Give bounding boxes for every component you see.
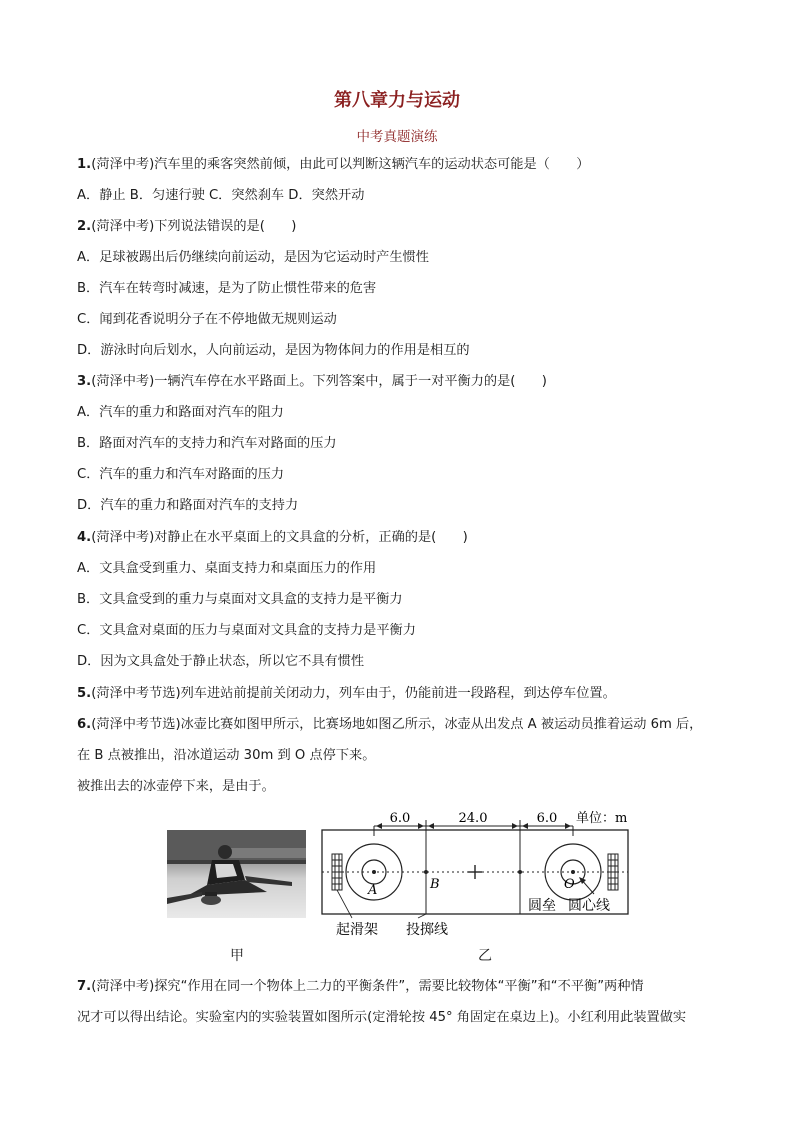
line-text: D．汽车的重力和路面对汽车的支持力 <box>77 498 299 513</box>
line-text: 被推出去的冰壶停下来，是由于。 <box>77 779 275 794</box>
question-number: 6. <box>77 717 92 732</box>
question-line <box>77 435 337 453</box>
line-text: 况才可以得出结论。实验室内的实验装置如图所示(定滑轮按 45° 角固定在桌边上)。小红利用此装置做实 <box>77 1010 687 1025</box>
question-line <box>77 591 403 609</box>
question-number: 3. <box>77 374 92 389</box>
question-line <box>77 497 298 515</box>
question-number: 2. <box>77 219 92 234</box>
question-line <box>77 747 375 765</box>
point-b-label: B <box>430 877 440 892</box>
question-line <box>77 342 470 360</box>
section-subtitle: 中考真题演练 <box>356 129 438 145</box>
dim-label-3: 6.0 <box>536 811 558 826</box>
question-line <box>77 622 416 640</box>
dim-label-1: 6.0 <box>389 811 411 826</box>
line-text: (菏泽中考)汽车里的乘客突然前倾，由此可以判断这辆汽车的运动状态可能是（ ） <box>91 157 590 172</box>
question-number: 7. <box>77 979 92 994</box>
line-text: A．汽车的重力和路面对汽车的阻力 <box>77 405 284 420</box>
unit-label: 单位：m <box>576 811 628 826</box>
question-stem <box>77 373 547 391</box>
line-text: B．汽车在转弯时减速，是为了防止惯性带来的危害 <box>77 281 377 296</box>
question-stem <box>77 716 702 734</box>
question-line <box>77 560 376 578</box>
line-text: (菏泽中考)下列说法错误的是( ) <box>91 219 297 234</box>
line-text: C．文具盒对桌面的压力与桌面对文具盒的支持力是平衡力 <box>77 623 416 638</box>
line-text: (菏泽中考)探究“作用在同一个物体上二力的平衡条件”，需要比较物体“平衡”和“不平衡”两种情 <box>91 979 644 994</box>
question-number: 4. <box>77 530 92 545</box>
question-stem <box>77 218 296 236</box>
line-text: B．文具盒受到的重力与桌面对文具盒的支持力是平衡力 <box>77 592 403 607</box>
line-text: D．因为文具盒处于静止状态，所以它不具有惯性 <box>77 654 365 669</box>
question-line <box>77 249 429 267</box>
caption-yi: 乙 <box>478 948 492 964</box>
curling-photo <box>167 830 306 918</box>
line-text: (菏泽中考节选)列车进站前提前关闭动力，列车由于，仍能前进一段路程，到达停车位置。 <box>91 686 616 701</box>
line-text: D．游泳时向后划水，人向前运动，是因为物体间力的作用是相互的 <box>77 343 470 358</box>
page-title: 第八章力与运动 <box>334 90 460 111</box>
question-stem <box>77 529 468 547</box>
center-line-label: 圆心线 <box>568 898 610 914</box>
line-text: (菏泽中考)对静止在水平桌面上的文具盒的分析，正确的是( ) <box>91 530 468 545</box>
line-text: 在 B 点被推出，沿冰道运动 30m 到 O 点停下来。 <box>77 748 376 763</box>
point-o-label: O <box>564 877 575 892</box>
question-line <box>77 1009 686 1027</box>
question-line <box>77 404 284 422</box>
question-line <box>77 466 284 484</box>
house-label: 圆垒 <box>528 898 556 914</box>
line-text: A．足球被踢出后仍继续向前运动，是因为它运动时产生惯性 <box>77 250 429 265</box>
question-stem <box>77 156 589 174</box>
point-a-label: A <box>368 883 378 898</box>
question-line <box>77 187 364 205</box>
line-text: C．汽车的重力和汽车对路面的压力 <box>77 467 285 482</box>
question-line <box>77 653 364 671</box>
question-number: 1. <box>77 157 92 172</box>
line-text: B．路面对汽车的支持力和汽车对路面的压力 <box>77 436 337 451</box>
rack-label: 起滑架 <box>336 922 378 938</box>
line-text: A．文具盒受到重力、桌面支持力和桌面压力的作用 <box>77 561 377 576</box>
line-text: (菏泽中考节选)冰壶比赛如图甲所示，比赛场地如图乙所示，冰壶从出发点 A 被运动员推着运动 6m 后， <box>91 717 703 732</box>
line-text: (菏泽中考)一辆汽车停在水平路面上。下列答案中，属于一对平衡力的是( ) <box>91 374 547 389</box>
question-stem <box>77 978 644 996</box>
caption-jia: 甲 <box>230 948 244 964</box>
question-stem <box>77 685 616 703</box>
question-line <box>77 311 337 329</box>
question-line <box>77 280 376 298</box>
question-number: 5. <box>77 686 92 701</box>
dim-label-2: 24.0 <box>458 811 488 826</box>
line-text: A．静止 B．匀速行驶 C．突然刹车 D．突然开动 <box>77 188 365 203</box>
question-line <box>77 778 275 796</box>
line-text: C．闻到花香说明分子在不停地做无规则运动 <box>77 312 337 327</box>
throw-line-label: 投掷线 <box>406 922 448 938</box>
curling-field-diagram <box>318 806 736 956</box>
